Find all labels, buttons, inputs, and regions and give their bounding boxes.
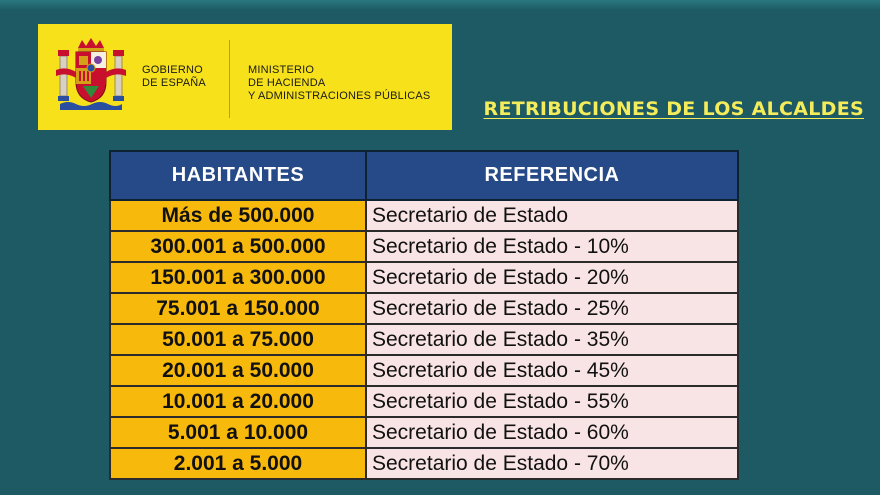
habitantes-cell: 20.001 a 50.000 [110, 355, 366, 386]
banner-divider [229, 40, 230, 118]
table-header-row [110, 151, 738, 200]
referencia-cell: Secretario de Estado - 25% [366, 293, 738, 324]
table-row [110, 355, 738, 386]
column-header-habitantes: HABITANTES [110, 151, 366, 200]
table-row [110, 200, 738, 231]
habitantes-cell: Más de 500.000 [110, 200, 366, 231]
referencia-cell: Secretario de Estado [366, 200, 738, 231]
government-line: GOBIERNO [142, 64, 203, 76]
referencia-cell: Secretario de Estado - 10% [366, 231, 738, 262]
referencia-cell: Secretario de Estado - 45% [366, 355, 738, 386]
referencia-cell: Secretario de Estado - 35% [366, 324, 738, 355]
table-row [110, 417, 738, 448]
referencia-cell: Secretario de Estado - 70% [366, 448, 738, 479]
table-row [110, 386, 738, 417]
habitantes-cell: 10.001 a 20.000 [110, 386, 366, 417]
table-row [110, 324, 738, 355]
government-banner [38, 24, 452, 130]
habitantes-cell: 2.001 a 5.000 [110, 448, 366, 479]
table-row [110, 231, 738, 262]
government-line: DE ESPAÑA [142, 77, 206, 89]
referencia-cell: Secretario de Estado - 60% [366, 417, 738, 448]
referencia-cell: Secretario de Estado - 20% [366, 262, 738, 293]
habitantes-cell: 300.001 a 500.000 [110, 231, 366, 262]
ministry-line: MINISTERIO [248, 64, 315, 76]
salary-table [109, 150, 739, 480]
referencia-cell: Secretario de Estado - 55% [366, 386, 738, 417]
ministry-line: DE HACIENDA [248, 77, 326, 89]
table-row [110, 262, 738, 293]
habitantes-cell: 5.001 a 10.000 [110, 417, 366, 448]
habitantes-cell: 150.001 a 300.000 [110, 262, 366, 293]
column-header-referencia: REFERENCIA [366, 151, 738, 200]
habitantes-cell: 75.001 a 150.000 [110, 293, 366, 324]
table-row [110, 293, 738, 324]
habitantes-cell: 50.001 a 75.000 [110, 324, 366, 355]
top-glow [0, 0, 880, 10]
coat-of-arms-icon [56, 38, 126, 114]
government-name [142, 64, 206, 90]
slide-title: RETRIBUCIONES DE LOS ALCALDES [483, 98, 864, 120]
ministry-line: Y ADMINISTRACIONES PÚBLICAS [248, 90, 431, 102]
ministry-name [248, 64, 430, 103]
table-row [110, 448, 738, 479]
